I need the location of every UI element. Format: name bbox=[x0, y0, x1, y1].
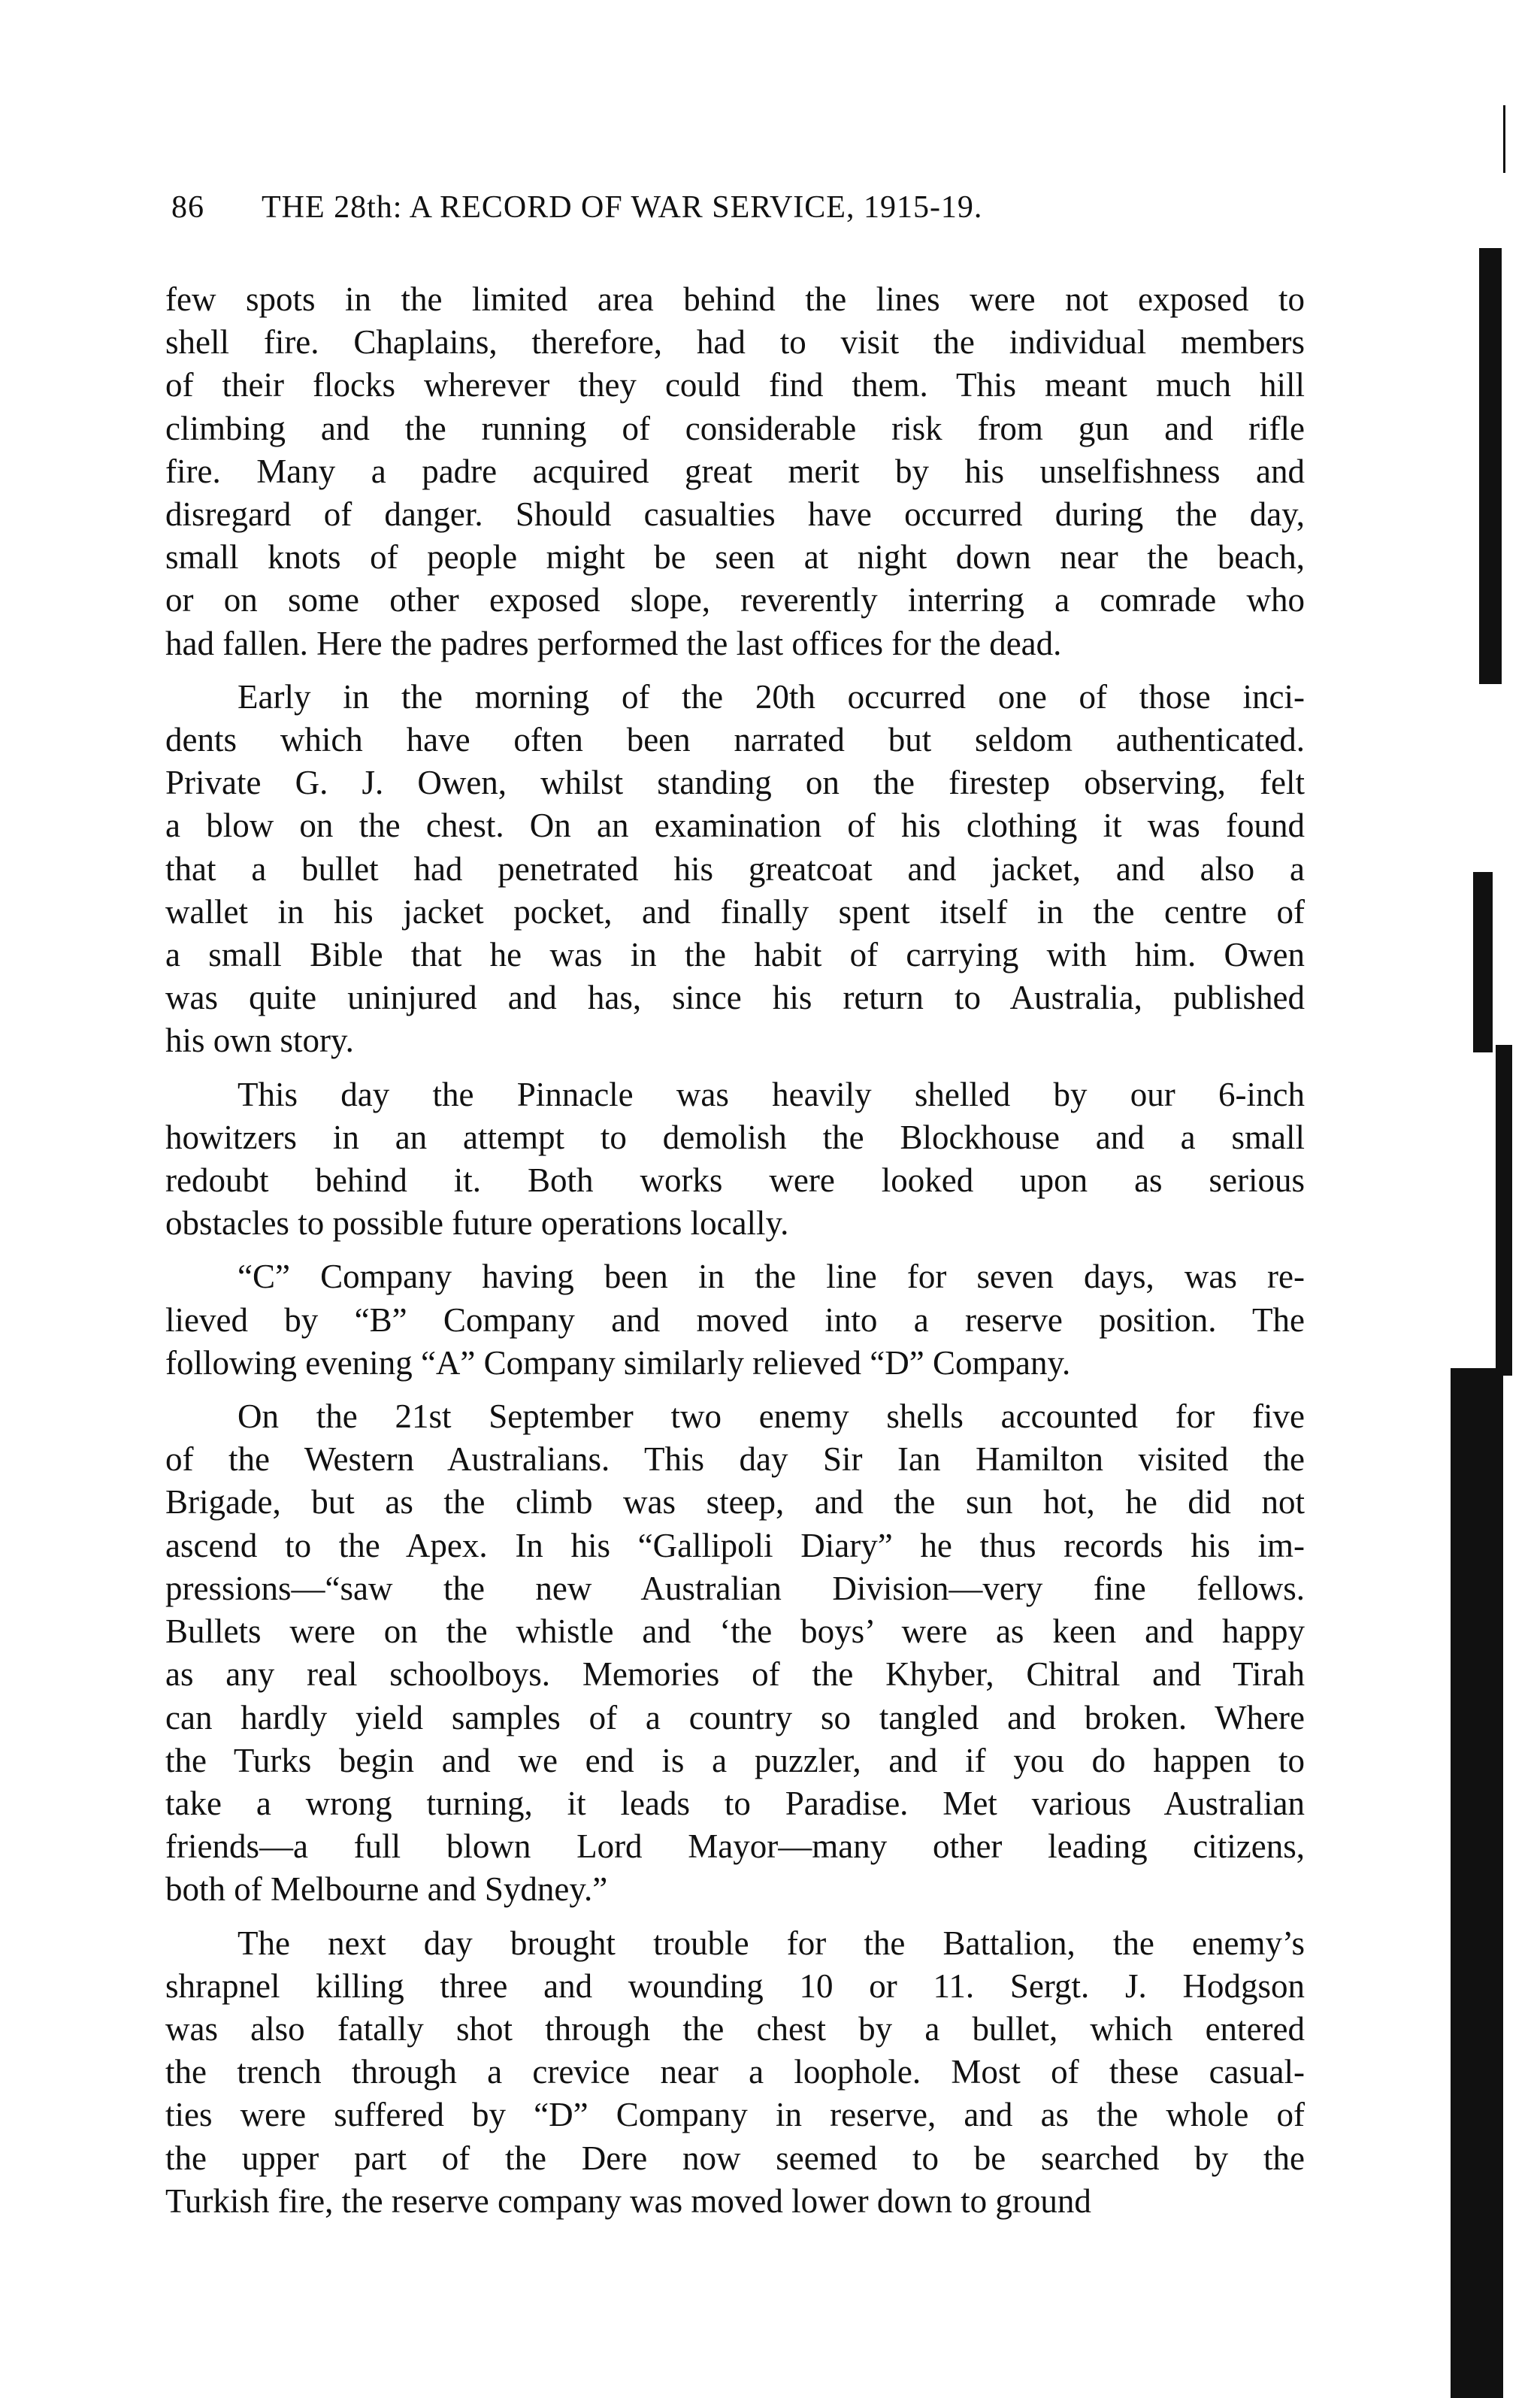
text-line: the Turks begin and we end is a puzzler, and if you do happen to bbox=[165, 1741, 1305, 1779]
text-line: redoubt behind it. Both works were looked upon as serious bbox=[165, 1161, 1305, 1200]
text-line: that a bullet had penetrated his greatcoat and jacket, and also a bbox=[165, 849, 1305, 888]
paragraph bbox=[165, 676, 1305, 1063]
text-line: small knots of people might be seen at night down near the beach, bbox=[165, 538, 1305, 577]
text-line: fire. Many a padre acquired great merit by his unselfishness and bbox=[165, 452, 1305, 490]
text-line: “C” Company having been in the line for seven days, was re- bbox=[238, 1258, 1305, 1296]
text-line: ascend to the Apex. In his “Gallipoli Diary” he thus records his im- bbox=[165, 1526, 1305, 1564]
text-line: obstacles to possible future operations locally. bbox=[165, 1204, 789, 1243]
paragraph bbox=[165, 1395, 1305, 1911]
body-text bbox=[165, 278, 1305, 2233]
text-line: both of Melbourne and Sydney.” bbox=[165, 1870, 608, 1909]
text-line: Turkish fire, the reserve company was moved lower down to ground bbox=[165, 2182, 1091, 2220]
text-line: take a wrong turning, it leads to Paradise. Met various Australian bbox=[165, 1784, 1305, 1822]
text-line: few spots in the limited area behind the lines were not exposed to bbox=[165, 280, 1305, 318]
running-title: THE 28th: A RECORD OF WAR SERVICE, 1915-19. bbox=[262, 190, 983, 225]
paragraph bbox=[165, 278, 1305, 665]
text-line: ties were suffered by “D” Company in reserve, and as the whole of bbox=[165, 2096, 1305, 2134]
text-line: disregard of danger. Should casualties have occurred during the day, bbox=[165, 495, 1305, 534]
text-line: Bullets were on the whistle and ‘the boys’ were as keen and happy bbox=[165, 1612, 1305, 1651]
text-line: or on some other exposed slope, reverently interring a comrade who bbox=[165, 581, 1305, 619]
paragraph bbox=[165, 1255, 1305, 1385]
scan-edge-line bbox=[1503, 105, 1505, 173]
text-line: of the Western Australians. This day Sir Ian Hamilton visited the bbox=[165, 1440, 1305, 1479]
text-line: dents which have often been narrated but seldom authenticated. bbox=[165, 721, 1305, 759]
text-line: This day the Pinnacle was heavily shelled by our 6-inch bbox=[238, 1075, 1305, 1113]
text-line: Private G. J. Owen, whilst standing on the firestep observing, felt bbox=[165, 764, 1305, 802]
text-line: was also fatally shot through the chest by a bullet, which entered bbox=[165, 2009, 1305, 2048]
text-line: shell fire. Chaplains, therefore, had to visit the individual members bbox=[165, 323, 1305, 362]
running-header bbox=[171, 189, 982, 226]
text-line: climbing and the running of considerable risk from gun and rifle bbox=[165, 409, 1305, 447]
text-line: wallet in his jacket pocket, and finally spent itself in the centre of bbox=[165, 892, 1305, 931]
text-line: his own story. bbox=[165, 1022, 354, 1060]
text-line: was quite uninjured and has, since his return to Australia, published bbox=[165, 979, 1305, 1017]
scan-edge-shadow bbox=[1496, 1045, 1512, 1376]
text-line: can hardly yield samples of a country so tangled and broken. Where bbox=[165, 1698, 1305, 1736]
text-line: shrapnel killing three and wounding 10 or 11. Sergt. J. Hodgson bbox=[165, 1967, 1305, 2005]
text-line: Brigade, but as the climb was steep, and the sun hot, he did not bbox=[165, 1483, 1305, 1521]
paragraph bbox=[165, 1073, 1305, 1246]
text-line: the trench through a crevice near a loophole. Most of these casual- bbox=[165, 2053, 1305, 2091]
text-line: howitzers in an attempt to demolish the Blockhouse and a small bbox=[165, 1118, 1305, 1156]
text-line: friends—a full blown Lord Mayor—many other leading citizens, bbox=[165, 1827, 1305, 1866]
text-line: of their flocks wherever they could find them. This meant much hill bbox=[165, 366, 1305, 404]
scan-edge-shadow bbox=[1473, 872, 1493, 1052]
text-line: had fallen. Here the padres performed the last offices for the dead. bbox=[165, 624, 1062, 662]
text-line: On the 21st September two enemy shells accounted for five bbox=[238, 1397, 1305, 1436]
paragraph bbox=[165, 1922, 1305, 2223]
page-number: 86 bbox=[171, 190, 204, 225]
text-line: pressions—“saw the new Australian Division—very fine fellows. bbox=[165, 1569, 1305, 1607]
scan-edge-shadow bbox=[1451, 1368, 1503, 2398]
text-line: a small Bible that he was in the habit of carrying with him. Owen bbox=[165, 936, 1305, 974]
text-line: following evening “A” Company similarly relieved “D” Company. bbox=[165, 1343, 1071, 1382]
text-line: lieved by “B” Company and moved into a reserve position. The bbox=[165, 1300, 1305, 1339]
text-line: Early in the morning of the 20th occurred one of those inci- bbox=[238, 677, 1305, 716]
text-line: a blow on the chest. On an examination of his clothing it was found bbox=[165, 807, 1305, 845]
text-line: The next day brought trouble for the Battalion, the enemy’s bbox=[238, 1924, 1305, 1962]
scan-edge-shadow bbox=[1479, 248, 1502, 684]
text-line: as any real schoolboys. Memories of the Khyber, Chitral and Tirah bbox=[165, 1655, 1305, 1694]
text-line: the upper part of the Dere now seemed to be searched by the bbox=[165, 2139, 1305, 2177]
